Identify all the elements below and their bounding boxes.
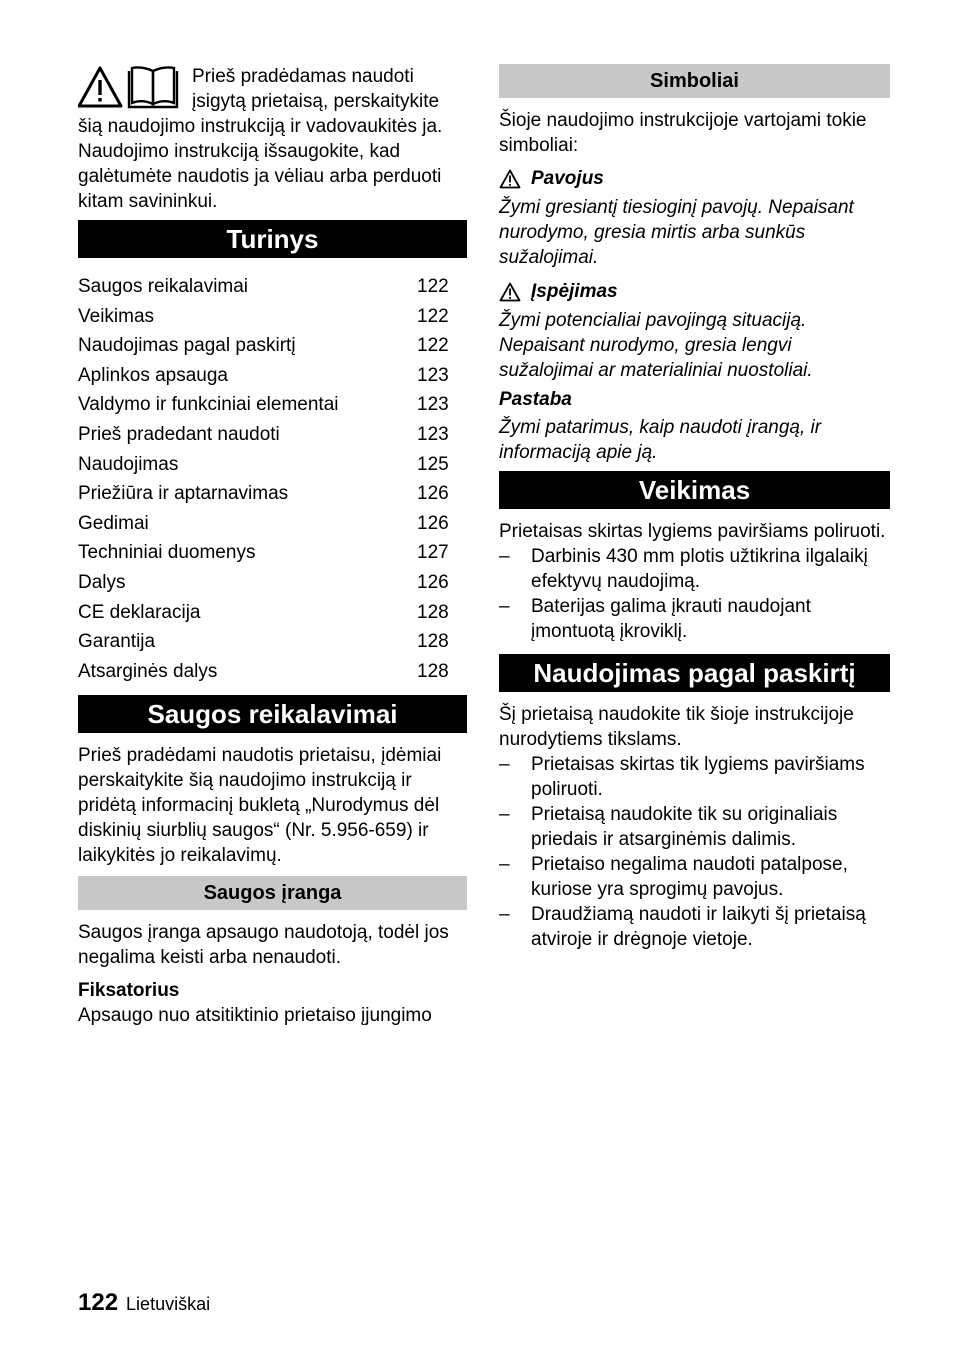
- toc-item-label: Aplinkos apsauga: [78, 364, 228, 386]
- toc-item-page: 123: [417, 364, 449, 386]
- safety-equipment-heading: Saugos įranga: [78, 876, 467, 910]
- toc-item-label: Atsarginės dalys: [78, 660, 218, 682]
- toc-item: [78, 390, 467, 420]
- symbols-intro: Šioje naudojimo instrukcijoje vartojami tokie simboliai:: [499, 110, 867, 156]
- language-label: Lietuviškai: [126, 1294, 211, 1314]
- warning-label-row: [499, 279, 890, 304]
- function-heading: Veikimas: [499, 471, 890, 509]
- note-text: Žymi patarimus, kaip naudoti įrangą, ir informaciją apie ją.: [499, 417, 822, 463]
- toc-item-label: Techniniai duomenys: [78, 542, 256, 564]
- warning-triangle-icon: [499, 169, 521, 189]
- toc-item-label: Veikimas: [78, 305, 155, 327]
- intended-use-heading: Naudojimas pagal paskirtį: [499, 654, 890, 692]
- function-text: Prietaisas skirtas lygiems paviršiams poliruoti.: [499, 521, 886, 542]
- symbols-heading: Simboliai: [499, 64, 890, 98]
- intro-text: Prieš pradėdamas naudoti įsigytą prietaisą, perskaitykite šią naudojimo instrukciją ir vadovaukitės ja. Naudojimo instrukciją išsaugokite, kad galėtumėte naudotis ja vėliau arba perduoti kitam savininkui.: [78, 66, 443, 212]
- lock-text: Apsaugo nuo atsitiktinio prietaiso įjungimo: [78, 1005, 432, 1027]
- toc-item-label: CE deklaracija: [78, 601, 201, 623]
- toc-item-page: 125: [417, 453, 449, 475]
- toc-item-page: 126: [417, 512, 449, 534]
- intended-use-bullets: [499, 752, 890, 952]
- toc-item: [78, 598, 467, 628]
- page-footer: [78, 1290, 210, 1317]
- toc-item-page: 122: [417, 335, 449, 357]
- toc-item: [78, 361, 467, 391]
- manual-book-icon: [129, 67, 177, 107]
- toc-item-label: Priežiūra ir aptarnavimas: [78, 483, 289, 505]
- toc-item: [78, 450, 467, 480]
- warning-label: Įspėjimas: [531, 281, 618, 302]
- intro-block: [78, 64, 467, 214]
- toc-item-label: Valdymo ir funkciniai elementai: [78, 394, 339, 416]
- toc-item: [78, 568, 467, 598]
- contents-heading: Turinys: [78, 220, 467, 258]
- toc-item-page: 122: [417, 305, 449, 327]
- toc-item-label: Naudojimas pagal paskirtį: [78, 335, 296, 357]
- toc-item-page: 128: [417, 660, 449, 682]
- toc-item: [78, 657, 467, 687]
- toc-item-label: Saugos reikalavimai: [78, 276, 249, 297]
- toc-item: [78, 627, 467, 657]
- toc-item: [78, 331, 467, 361]
- safety-text: Prieš pradėdami naudotis prietaisu, įdėmiai perskaitykite šią naudojimo instrukciją ir pridėtą informacinį bukletą „Nurodymus dėl diskinių siurblių saugos“ (Nr. 5.956-659) ir laikykitės jo reikalavimų.: [78, 745, 442, 867]
- toc-item-page: 128: [417, 601, 449, 623]
- list-item: – Draudžiamą naudoti ir laikyti šį prietaisą atviroje ir drėgnoje vietoje.: [499, 902, 890, 952]
- toc-item-page: 128: [417, 631, 449, 653]
- note-label: Pastaba: [499, 389, 572, 410]
- function-bullets: [499, 544, 890, 644]
- toc-item-page: 122: [417, 276, 449, 297]
- warning-triangle-icon: [79, 68, 121, 106]
- toc-item: [78, 479, 467, 509]
- toc-item-label: Dalys: [78, 571, 126, 593]
- table-of-contents: [78, 272, 467, 686]
- toc-item-label: Naudojimas: [78, 453, 179, 475]
- safety-equipment-text: Saugos įranga apsaugo naudotoją, todėl jos negalima keisti arba nenaudoti.: [78, 922, 449, 969]
- lock-title: Fiksatorius: [78, 980, 180, 1002]
- warning-text: Žymi potencialiai pavojingą situaciją. Nepaisant nurodymo, gresia lengvi sužalojimai ar materialiniai nuostoliai.: [499, 310, 813, 381]
- note-label-row: [499, 387, 890, 412]
- toc-item: [78, 302, 467, 332]
- danger-label-row: [499, 166, 890, 191]
- toc-item-page: 126: [417, 483, 449, 505]
- list-item: – Prietaisas skirtas tik lygiems paviršiams poliruoti.: [499, 752, 890, 802]
- warning-triangle-icon: [499, 282, 521, 302]
- toc-item-label: Garantija: [78, 631, 156, 653]
- toc-item-page: 126: [417, 571, 449, 593]
- danger-text: Žymi gresiantį tiesioginį pavojų. Nepaisant nurodymo, gresia mirtis arba sunkūs sužalojimai.: [499, 197, 854, 268]
- left-column: [78, 64, 467, 1028]
- page-number: 122: [78, 1289, 119, 1316]
- right-column: [499, 64, 890, 952]
- toc-item: [78, 538, 467, 568]
- toc-item: [78, 272, 467, 302]
- toc-item-page: 123: [417, 423, 449, 445]
- intended-use-text: Šį prietaisą naudokite tik šioje instrukcijoje nurodytiems tikslams.: [499, 704, 854, 750]
- toc-item-label: Gedimai: [78, 512, 149, 534]
- list-item: – Prietaiso negalima naudoti patalpose, kuriose yra sprogimų pavojus.: [499, 852, 890, 902]
- safety-heading: Saugos reikalavimai: [78, 695, 467, 733]
- list-item: – Baterijas galima įkrauti naudojant įmontuotą įkroviklį.: [499, 594, 890, 644]
- danger-label: Pavojus: [531, 168, 604, 189]
- warning-manual-icon: [78, 65, 180, 109]
- toc-item-page: 127: [417, 542, 449, 564]
- list-item: – Prietaisą naudokite tik su originaliais priedais ir atsarginėmis dalimis.: [499, 802, 890, 852]
- list-item: – Darbinis 430 mm plotis užtikrina ilgalaikį efektyvų naudojimą.: [499, 544, 890, 594]
- toc-item-label: Prieš pradedant naudoti: [78, 423, 280, 445]
- toc-item: [78, 509, 467, 539]
- toc-item-page: 123: [417, 394, 449, 416]
- toc-item: [78, 420, 467, 450]
